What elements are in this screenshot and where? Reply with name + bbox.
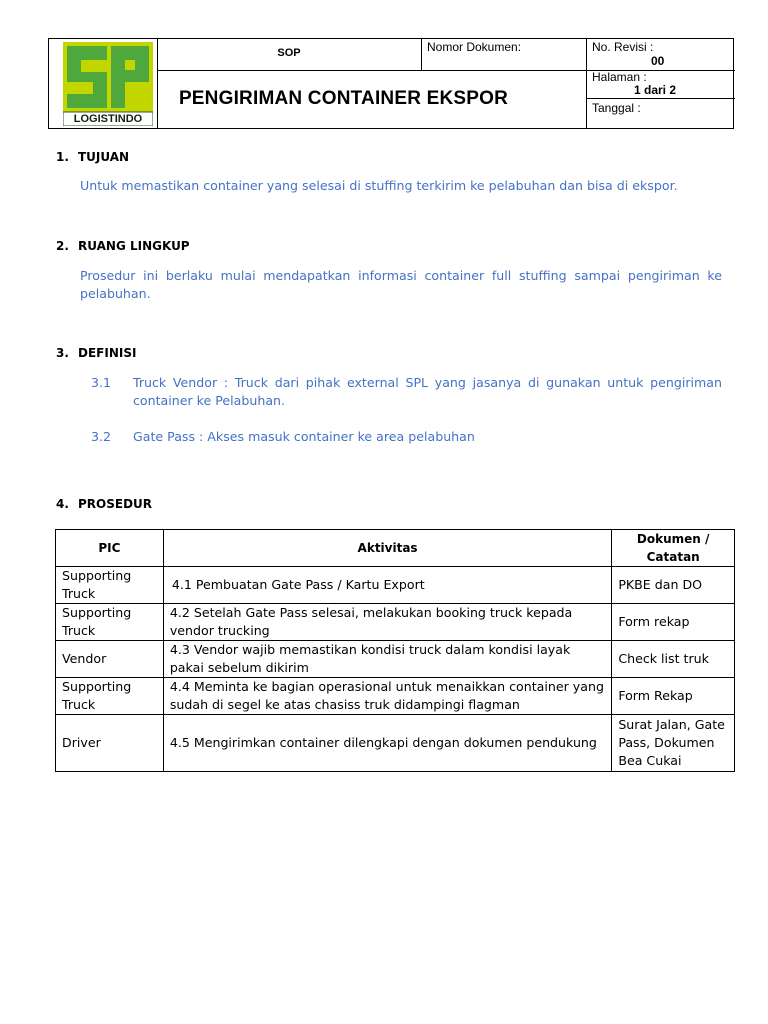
- divider: [586, 98, 735, 99]
- section-number: 2.: [56, 239, 69, 253]
- table-row: [56, 567, 735, 604]
- cell-aktivitas: 4.1 Pembuatan Gate Pass / Kartu Export: [163, 567, 612, 604]
- cell-pic: Supporting Truck: [56, 604, 164, 641]
- section-heading-ruang-lingkup: [56, 239, 190, 253]
- no-revisi-label: No. Revisi :: [592, 40, 654, 54]
- definisi-item: [91, 374, 722, 410]
- section-title: PROSEDUR: [78, 497, 153, 511]
- table-header-row: [56, 530, 735, 567]
- cell-aktivitas: 4.3 Vendor wajib memastikan kondisi truck dalam kondisi layak pakai sebelum dikirim: [163, 641, 612, 678]
- definisi-item-number: 3.1: [91, 375, 112, 390]
- sop-label: SOP: [277, 47, 301, 59]
- section-heading-definisi: [56, 346, 136, 360]
- logo-text: LOGISTINDO: [73, 113, 143, 125]
- divider: [157, 70, 586, 71]
- table-row: [56, 715, 735, 772]
- header-pic: PIC: [56, 530, 164, 567]
- cell-aktivitas: 4.2 Setelah Gate Pass selesai, melakukan booking truck kepada vendor trucking: [163, 604, 612, 641]
- section-heading-tujuan: [56, 150, 129, 164]
- header-dokumen: Dokumen / Catatan: [612, 530, 735, 567]
- cell-pic: Supporting Truck: [56, 567, 164, 604]
- cell-pic: Supporting Truck: [56, 678, 164, 715]
- table-row: [56, 678, 735, 715]
- definisi-item-number: 3.2: [91, 429, 112, 444]
- definisi-item: [91, 428, 722, 446]
- cell-aktivitas: 4.5 Mengirimkan container dilengkapi dengan dokumen pendukung: [163, 715, 612, 772]
- cell-pic: Driver: [56, 715, 164, 772]
- nomor-dokumen-label: Nomor Dokumen:: [427, 40, 522, 54]
- company-logo: [63, 42, 153, 126]
- document-header: [48, 38, 734, 129]
- cell-dokumen: Surat Jalan, Gate Pass, Dokumen Bea Cukai: [612, 715, 735, 772]
- no-revisi-value: 00: [651, 54, 665, 68]
- cell-dokumen: PKBE dan DO: [612, 567, 735, 604]
- tujuan-text: Untuk memastikan container yang selesai di stuffing terkirim ke pelabuhan dan bisa di ekspor.: [80, 178, 678, 193]
- cell-dokumen: Form rekap: [612, 604, 735, 641]
- prosedur-table: [55, 529, 735, 772]
- section-number: 4.: [56, 497, 69, 511]
- definisi-item-text: Truck Vendor : Truck dari pihak external SPL yang jasanya di gunakan untuk pengiriman container ke Pelabuhan.: [133, 375, 722, 408]
- section-title: DEFINISI: [78, 346, 137, 360]
- halaman-label: Halaman :: [592, 70, 647, 84]
- section-number: 1.: [56, 150, 69, 164]
- cell-dokumen: Form Rekap: [612, 678, 735, 715]
- table-row: [56, 641, 735, 678]
- section-number: 3.: [56, 346, 69, 360]
- tanggal-label: Tanggal :: [592, 101, 641, 115]
- divider: [421, 39, 422, 70]
- section-heading-prosedur: [56, 497, 152, 511]
- cell-aktivitas: 4.4 Meminta ke bagian operasional untuk menaikkan container yang sudah di segel ke atas chasiss truk didampingi flagman: [163, 678, 612, 715]
- header-aktivitas: Aktivitas: [163, 530, 612, 567]
- section-title: RUANG LINGKUP: [78, 239, 190, 253]
- section-title: TUJUAN: [78, 150, 130, 164]
- cell-pic: Vendor: [56, 641, 164, 678]
- divider: [586, 39, 587, 128]
- page-title: PENGIRIMAN CONTAINER EKSPOR: [178, 88, 509, 109]
- halaman-value: 1 dari 2: [634, 83, 677, 97]
- table-row: [56, 604, 735, 641]
- definisi-item-text: Gate Pass : Akses masuk container ke area pelabuhan: [133, 429, 475, 444]
- ruang-lingkup-text: Prosedur ini berlaku mulai mendapatkan informasi container full stuffing sampai pengiriman ke pelabuhan.: [80, 268, 722, 301]
- cell-dokumen: Check list truk: [612, 641, 735, 678]
